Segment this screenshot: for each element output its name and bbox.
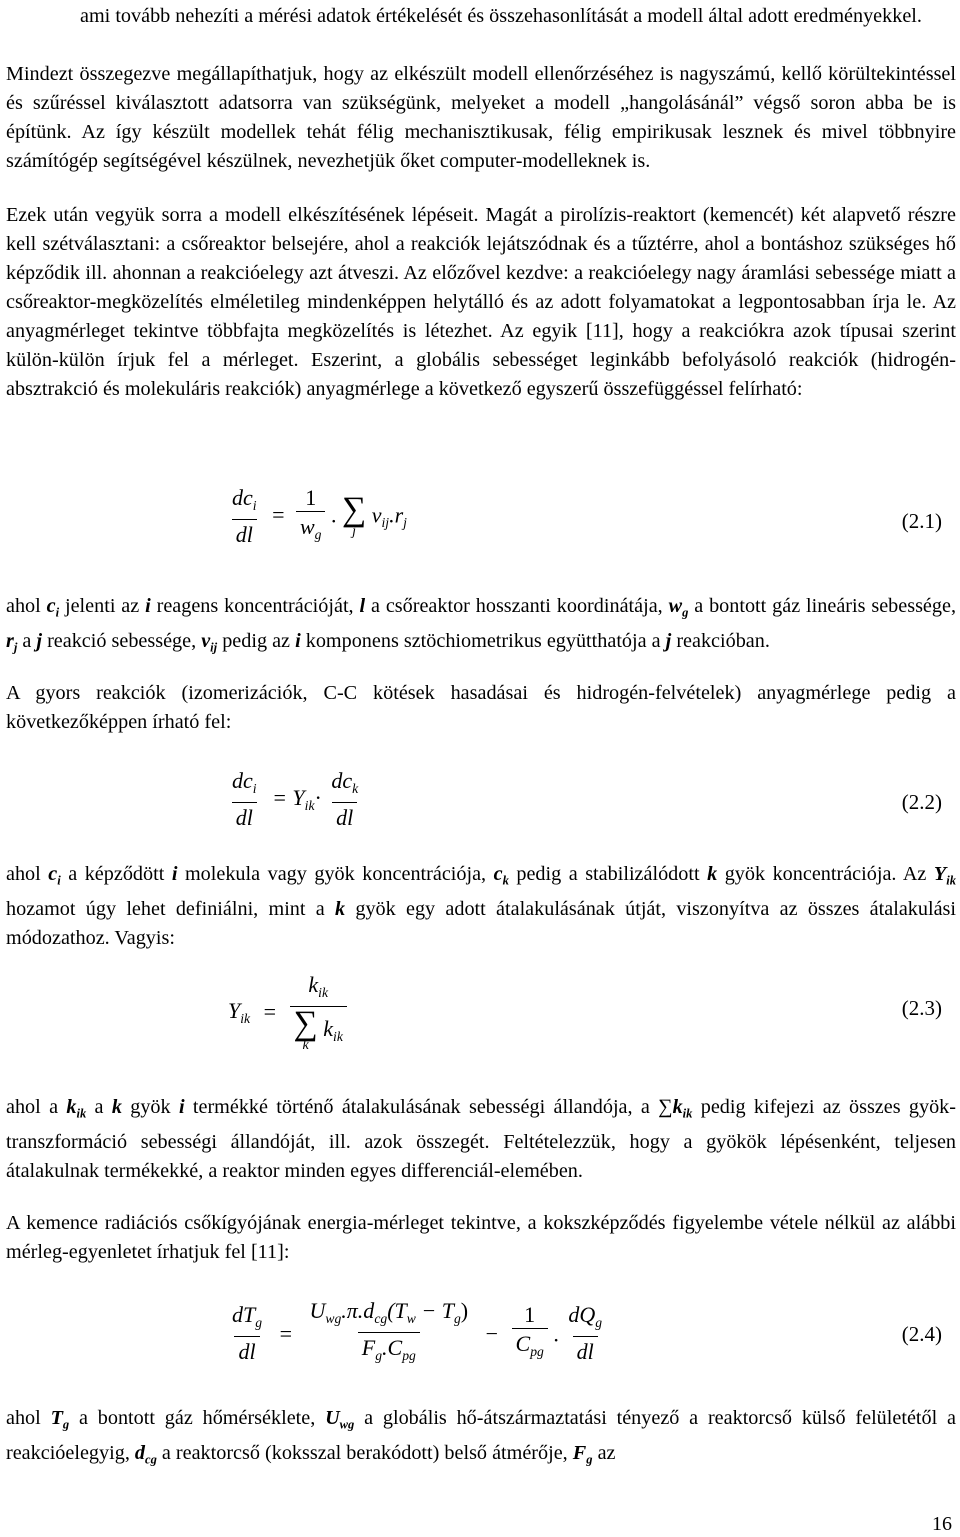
equation-number: (2.4): [901, 1322, 942, 1346]
paragraph-model-steps: [6, 201, 956, 404]
equals-sign: =: [272, 502, 285, 528]
fraction-dck-dl: $\frac{dc_k}{dl}$: [327, 768, 362, 833]
paragraph-continuation: [80, 2, 956, 31]
page-number: 16: [932, 1513, 952, 1535]
paragraph-text: ahol $T_g$ a bontott gáz hőmérséklete, $U_{wg}$ a globális hő-átszármaztatási tényező a reaktorcső külső felületétől a reakcióelegyig, $d_{cg}$ a reaktorcső (koksszal berakódott) belső átmérője, $F_g$ az: [6, 1407, 956, 1467]
paragraph-definitions-2-3: [6, 1093, 956, 1186]
paragraph-text: Ezek után vegyük sorra a modell elkészítésének lépéseit. Magát a pirolízis-reaktort (kemencét) két alapvető részre kell szétválasztani: a csőreaktor belsejére, ahol a reakciók lejátszódnak és a tűztérre, ahol a bontáshoz szükséges hő képződik ill. ahonnan a reakcióelegy azt átveszi. Az előzővel kezdve: a reakcióelegy nagy áramlási sebessége miatt a csőreaktor-megközelítés elméletileg mindenképpen helytálló és az adott folyamatokat a legpontosabban írja le. Az anyagmérleget tekintve többfajta megközelítés is létezhet. Az egyik [11], hogy a reakciókra azok típusai szerint külön-külön írjuk fel a mérleget. Eszerint, a globális sebességet leginkább befolyásoló reakciók (hidrogén-absztrakció és molekuláris reakciók) anyagmérlege a következő egyszerű összefüggéssel felírható:: [6, 204, 956, 400]
paragraph-fast-reactions: [6, 679, 956, 737]
summation: ∑ k: [293, 1004, 318, 1053]
paragraph-text: Mindezt összegezve megállapíthatjuk, hogy az elkészült modell ellenőrzéséhez is nagyszámú, kellő körültekintéssel és szűréssel kiválasztott adatsorra van szükségünk, melyeket a modell „hangolásánál” végső soron abba be is építünk. Az így készült modellek tehát félig mechanisztikusak, félig empirikusak lesznek és mivel többnyire számítógép segítségével készülnek, nevezhetjük őket computer-modelleknek is.: [6, 63, 956, 172]
fraction-dtg-dl: $\frac{dT_g}{dl}$: [228, 1302, 266, 1367]
fraction-heat-transfer: $\frac{U_{wg}.\pi.d_{cg}(T_w - T_g)}{F_g.C_{pg}}$: [305, 1298, 472, 1371]
fraction-1-cpg: $\frac{1}{C_{pg}}$: [512, 1302, 548, 1367]
paragraph-energy-balance: [6, 1209, 956, 1267]
paragraph-summary: [6, 60, 956, 176]
fraction-dqg-dl: $\frac{dQ_g}{dl}$: [564, 1302, 606, 1367]
document-page: ami tovább nehezíti a mérési adatok értékelését és összehasonlítását a modell által adott eredményekkel. Mindezt összegezve megállapíthatjuk, hogy az elkészült modell ellenőrzéséhez is nagyszámú, kellő körültekintéssel és szűréssel kiválasztott adatsorra van szükségünk, melyeket a modell „hangolásánál” végső soron abba be is építünk. Az így készült modellek tehát félig mechanisztikusak, félig empirikusak lesznek és mivel többnyire számítógép segítségével készülnek, nevezhetjük őket computer-modelleknek is. Ezek után vegyük sorra a modell elkészítésének lépéseit. Magát a pirolízis-reaktort (kemencét) két alapvető részre kell szétválasztani: a csőreaktor belsejére, ahol a reakciók lejátszódnak és a tűztérre, ahol a bontáshoz szükséges hő képződik ill. ahonnan a reakcióelegy azt átveszi. Az előzővel kezdve: a reakcióelegy nagy áramlási sebessége miatt a csőreaktor-megközelítés elméletileg mindenképpen helytálló és az adott folyamatokat a legpontosabban írja le. Az anyagmérleget tekintve többfajta megközelítés is létezhet. Az egyik [11], hogy a reakciókra azok típusai szerint külön-külön írjuk fel a mérleget. Eszerint, a globális sebességet leginkább befolyásoló reakciók (hidrogén-absztrakció és molekuláris reakciók) anyagmérlege a következő egyszerű összefüggéssel felírható: $\frac{dc_i}{dl}$ = $\frac{1}{w_g}$ . ∑ j $v_{ij}.r_j$ (2.1) ahol $c_i$ jelenti az i reagens koncentrációját, l a csőreaktor hosszanti koordinátája, $w_g$ a bontott gáz lineáris sebessége, $r_j$ a j reakció sebessége, $v_{ij}$ pedig az i komponens sztöchiometrikus együtthatója a j reakcióban. A gyors reakciók (izomerizációk, C-C kötések hasadásai és hidrogén-felvételek) anyagmérlege pedig a következőképpen írható fel: $\frac{dc_i}{dl}$ = $Y_{ik}\cdot$ $\frac{dc_k}{dl}$ (2.2) ahol $c_i$ a képződött i molekula vagy gyök koncentrációja, $c_k$ pedig a stabilizálódott k gyök koncentrációja. Az $Y_{ik}$ hozamot úgy lehet definiálni, mint a k gyök egy adott átalakulásának útját, viszonyítva az összes átalakulási módozathoz. Vagyis: $Y_{ik}$ = $k_{ik}$ ∑ k $k_{ik}$ (2.3) ahol a $k_{ik}$ a k gyök i termékké történő átalakulásának sebességi állandója, a $\sum k_{ik}$ pedig kifejezi az összes gyök-transzformáció sebességi állandóját, ill. azok összegét. Feltételezzük, hogy a gyökök lépésenként, teljesen átalakulnak termékekké, a reaktor minden egyes differenciál-elemében. A kemence radiációs csőkígyójának energia-mérleget tekintve, a kokszképződés figyelembe vétele nélkül az alábbi mérleg-egyenletet írhatjuk fel [11]: $\frac{dT_g}{dl}$ = $\frac{U_{wg}.\pi.d_{cg}(T_w - T_g)}{F_g.C_{pg}}$ − $\frac{1}{C_{pg}}$ . $\frac{dQ_g}{dl}$ (2.4) ahol $T_g$ a bontott gáz hőmérséklete, $U_{wg}$ a globális hő-átszármaztatási tényező a reaktorcső külső felületétől a reakcióelegyig, $d_{cg}$ a reaktorcső (koksszal berakódott) belső átmérője, $F_g$ az 16: [0, 0, 960, 1537]
paragraph-definitions-2-4: [6, 1404, 956, 1475]
paragraph-definitions-2-2: [6, 860, 956, 953]
paragraph-text: ahol $c_i$ jelenti az i reagens koncentrációját, l a csőreaktor hosszanti koordinátája, $w_g$ a bontott gáz lineáris sebessége, $r_j$ a j reakció sebessége, $v_{ij}$ pedig az i komponens sztöchiometrikus együtthatója a j reakcióban.: [6, 595, 956, 655]
paragraph-text: ahol $c_i$ a képződött i molekula vagy gyök koncentrációja, $c_k$ pedig a stabilizálódott k gyök koncentrációja. Az $Y_{ik}$ hozamot úgy lehet definiálni, mint a k gyök egy adott átalakulásának útját, viszonyítva az összes átalakulási módozathoz. Vagyis:: [6, 863, 957, 950]
equation-number: (2.2): [901, 790, 942, 814]
equation-number: (2.3): [901, 996, 942, 1020]
paragraph-text: ahol a $k_{ik}$ a k gyök i termékké történő átalakulásának sebességi állandója, a $\sum k_{ik}$ pedig kifejezi az összes gyök-transzformáció sebességi állandóját, ill. azok összegét. Feltételezzük, hogy a gyökök lépésenként, teljesen átalakulnak termékekké, a reaktor minden egyes differenciál-elemében.: [6, 1096, 956, 1183]
paragraph-text: ami tovább nehezíti a mérési adatok értékelését és összehasonlítását a modell által adott eredményekkel.: [80, 5, 922, 27]
paragraph-definitions-2-1: [6, 592, 956, 663]
fraction-yield: $k_{ik}$ ∑ k $k_{ik}$: [290, 972, 347, 1053]
fraction-dci-dl: $\frac{dc_i}{dl}$: [228, 768, 261, 833]
fraction-dci-dl: $\frac{dc_i}{dl}$: [228, 485, 261, 550]
paragraph-text: A kemence radiációs csőkígyójának energia-mérleget tekintve, a kokszképződés figyelembe vétele nélkül az alábbi mérleg-egyenletet írhatjuk fel [11]:: [6, 1212, 956, 1263]
equation-number: (2.1): [901, 509, 942, 533]
summation: ∑ j: [341, 491, 367, 540]
paragraph-text: A gyors reakciók (izomerizációk, C-C kötések hasadásai és hidrogén-felvételek) anyagmérlege pedig a következőképpen írható fel:: [6, 682, 956, 733]
fraction-1-wg: $\frac{1}{w_g}$: [296, 485, 326, 550]
